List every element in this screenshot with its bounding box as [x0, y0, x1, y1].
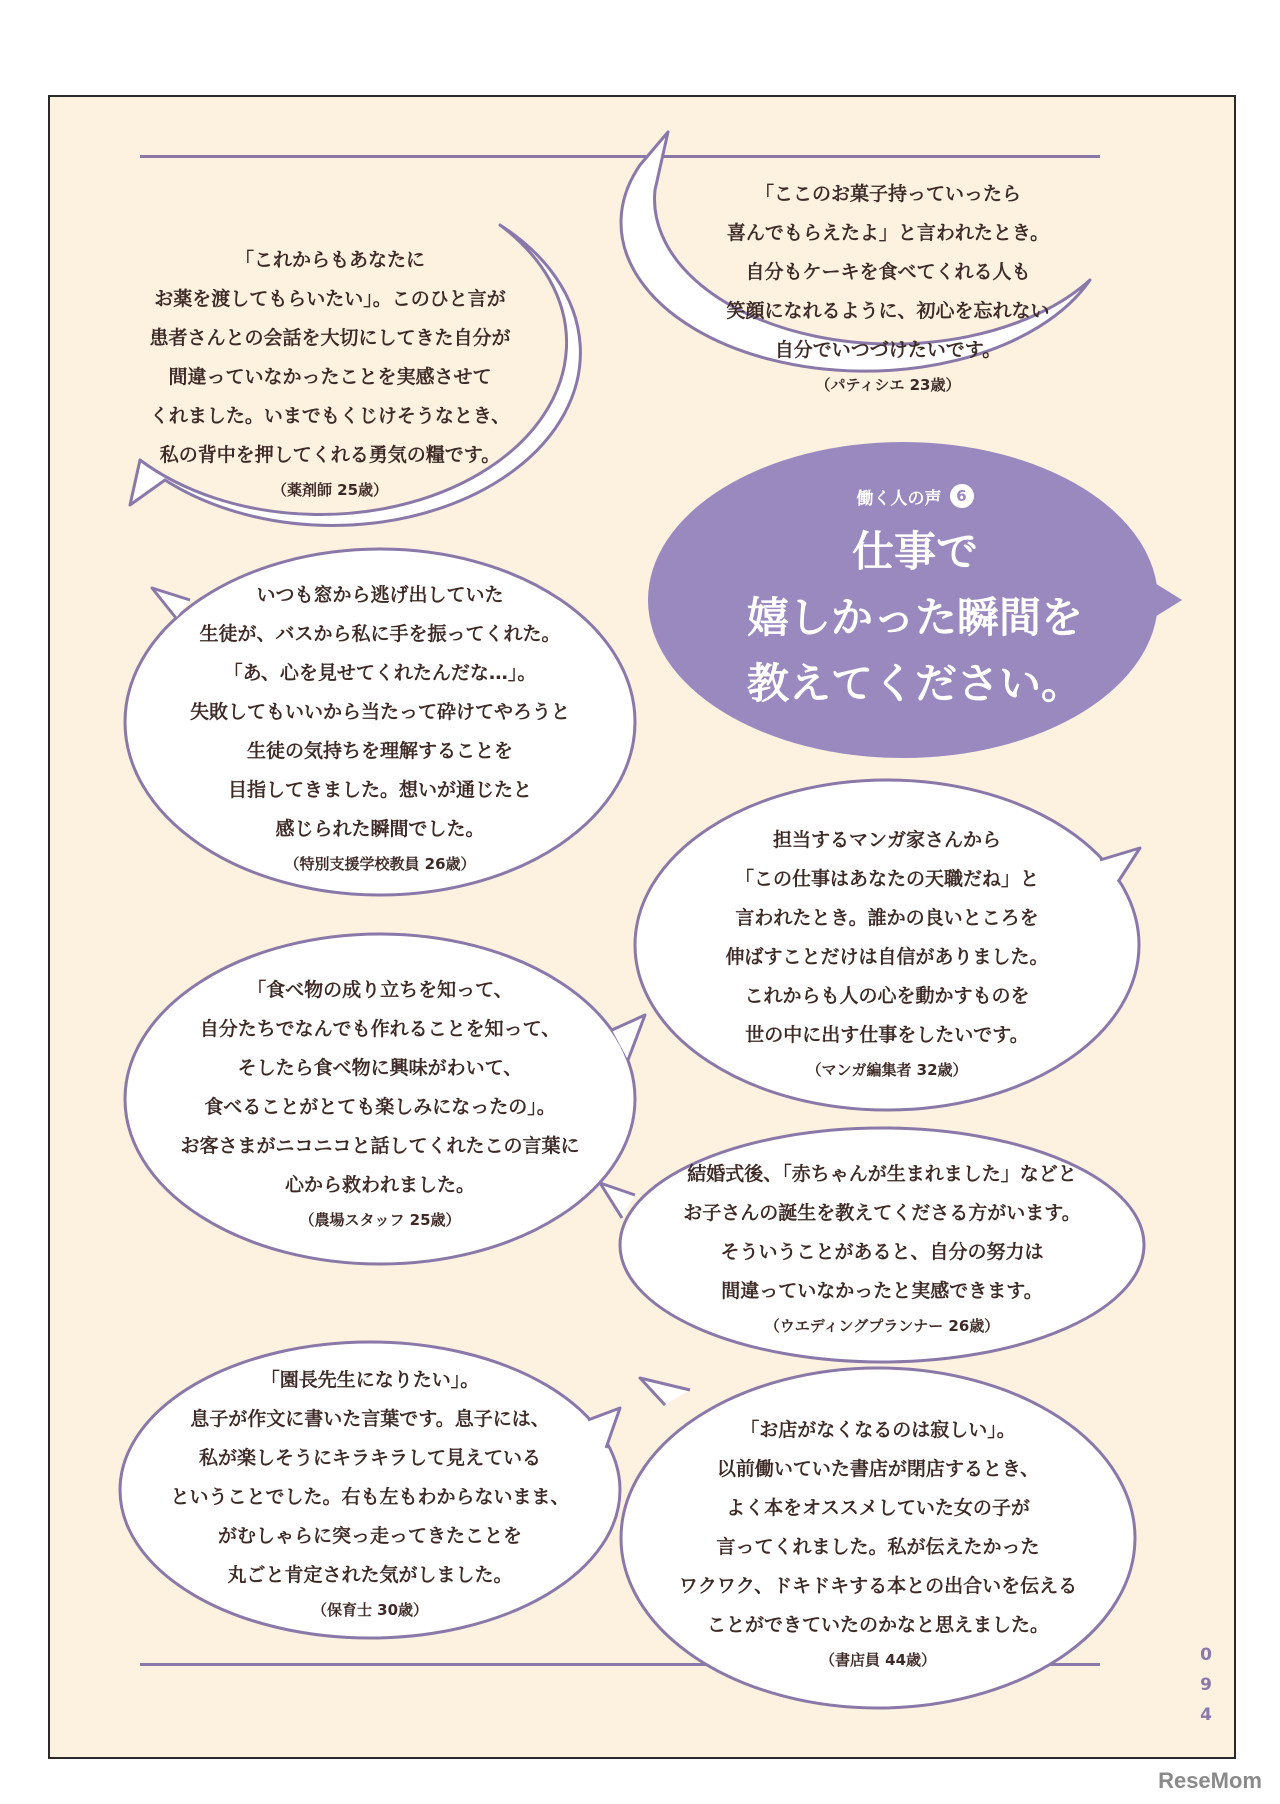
quote-line: お薬を渡してもらいたい」。このひと言が [154, 287, 506, 310]
quote-line: 以前働いていた書店が閉店するとき、 [716, 1457, 1040, 1480]
quote-line: 目指してきました。想いが通じたと [227, 779, 532, 801]
page-number-digit: 9 [1200, 1675, 1212, 1695]
quote-line: 間違っていなかったことを実感させて [168, 365, 492, 388]
quote-line: 「これからもあなたに [234, 248, 425, 271]
quote-text [180, 971, 579, 1205]
quote-credit: （パティシエ 23歳） [815, 376, 961, 394]
series-label-text: 働く人の声 [856, 488, 942, 509]
quote-line: 自分もケーキを食べてくれる人も [745, 261, 1031, 283]
quote-bubble-pharmacist [110, 220, 550, 520]
quote-line: 「あ、心を見せてくれたんだな…」。 [223, 662, 537, 684]
quote-bubble-wedding-planner [625, 1140, 1139, 1350]
quote-line: いつも窓から逃げ出していた [256, 584, 504, 606]
quote-bubble-farm-staff [128, 955, 632, 1245]
quote-text [149, 241, 510, 475]
quote-credit: （保育士 30歳） [311, 1600, 429, 1619]
quote-text [190, 576, 570, 849]
quote-line: 心から救われました。 [284, 1173, 475, 1196]
quote-line: 「食べ物の成り立ちを知って、 [247, 978, 513, 1001]
watermark-logo: ReseMom [1158, 1768, 1262, 1793]
quote-line: 自分たちでなんでも作れることを知って、 [199, 1017, 561, 1040]
page-number-digit: 0 [1200, 1645, 1212, 1665]
quote-line: 生徒の気持ちを理解することを [246, 740, 513, 762]
series-number-badge: 6 [950, 484, 974, 508]
quote-line: そしたら食べ物に興味がわいて、 [237, 1056, 523, 1079]
quote-line: 息子が作文に書いた言葉です。息子には、 [190, 1407, 550, 1430]
quote-line: 担当するマンガ家さんから [772, 828, 1001, 851]
quote-line: よく本をオススメしていた女の子が [726, 1496, 1030, 1519]
quote-line: ことができていたのかなと思えました。 [706, 1613, 1049, 1636]
quote-text [725, 821, 1048, 1055]
quote-bubble-manga-editor [640, 800, 1134, 1100]
quote-line: お子さんの誕生を教えてくださる方がいます。 [683, 1201, 1081, 1224]
quote-line: 「ここのお菓子持っていったら [754, 183, 1021, 205]
quote-line: 「園長先生になりたい」。 [260, 1368, 480, 1391]
quote-line: 自分でいつづけたいです。 [774, 339, 1002, 361]
quote-bubble-bookstore-clerk [628, 1390, 1128, 1690]
quote-bubble-patissier [610, 150, 1166, 420]
quote-text [683, 1155, 1080, 1311]
quote-line: 言われたとき。誰かの良いところを [735, 906, 1039, 929]
quote-line: 伸ばすことだけは自信がありました。 [725, 945, 1049, 968]
quote-line: 笑顔になれるように、初心を忘れない [726, 300, 1050, 322]
series-label [857, 484, 974, 509]
quote-line: そういうことがあると、自分の努力は [720, 1240, 1044, 1263]
quote-bubble-childcare-worker [125, 1350, 615, 1630]
quote-line: 結婚式後、「赤ちゃんが生まれました」などと [687, 1162, 1077, 1185]
quote-line: 感じられた瞬間でした。 [275, 818, 485, 840]
quote-credit: （薬剤師 25歳） [271, 480, 389, 499]
quote-line: 患者さんとの会話を大切にしてきた自分が [149, 326, 511, 349]
quote-credit: （特別支援学校教員 26歳） [284, 855, 476, 873]
quote-credit: （農場スタッフ 25歳） [299, 1210, 461, 1229]
quote-line: 私の背中を押してくれる勇気の糧です。 [159, 443, 501, 466]
quote-line: ということでした。右も左もわからないまま、 [170, 1485, 570, 1508]
quote-line: 私が楽しそうにキラキラして見えている [198, 1446, 541, 1469]
headline-line: 嬉しかった瞬間を [746, 592, 1083, 642]
quote-line: お客さまがニコニコと話してくれたこの言葉に [180, 1134, 580, 1157]
quote-line: 「この仕事はあなたの天職だね」と [734, 867, 1039, 890]
quote-line: 間違っていなかったと実感できます。 [721, 1279, 1043, 1302]
quote-line: くれました。いまでもくじけそうなとき、 [149, 404, 511, 427]
quote-line: これからも人の心を動かすものを [744, 984, 1030, 1007]
headline-line: 教えてください。 [746, 658, 1083, 708]
quote-line: 世の中に出す仕事をしたいです。 [745, 1023, 1029, 1046]
quote-line: 食べることがとても楽しみになったの」。 [204, 1095, 556, 1118]
quote-text [170, 1361, 569, 1595]
quote-line: がむしゃらに突っ走ってきたことを [217, 1524, 522, 1547]
quote-line: 生徒が、バスから私に手を振ってくれた。 [199, 623, 561, 645]
quote-text [679, 1411, 1077, 1645]
title-bubble [655, 445, 1175, 755]
quote-line: 丸ごと肯定された気がしました。 [227, 1563, 513, 1586]
quote-credit: （書店員 44歳） [819, 1650, 937, 1669]
quote-text [726, 175, 1049, 370]
quote-line: ワクワク、ドキドキする本との出合いを伝える [678, 1574, 1078, 1597]
headline-line: 仕事で [851, 526, 978, 576]
quote-line: 「お店がなくなるのは寂しい」。 [740, 1418, 1016, 1441]
quote-credit: （マンガ編集者 32歳） [806, 1060, 968, 1079]
quote-bubble-teacher [130, 565, 630, 885]
quote-line: 言ってくれました。私が伝えたかった [716, 1535, 1040, 1558]
quote-line: 失敗してもいいから当たって砕けてやろうと [189, 701, 570, 723]
page-number [1196, 1640, 1216, 1730]
quote-credit: （ウエディングプランナー 26歳） [764, 1316, 1000, 1335]
quote-line: 喜んでもらえたよ」と言われたとき。 [726, 222, 1050, 244]
page-number-digit: 4 [1200, 1705, 1212, 1725]
